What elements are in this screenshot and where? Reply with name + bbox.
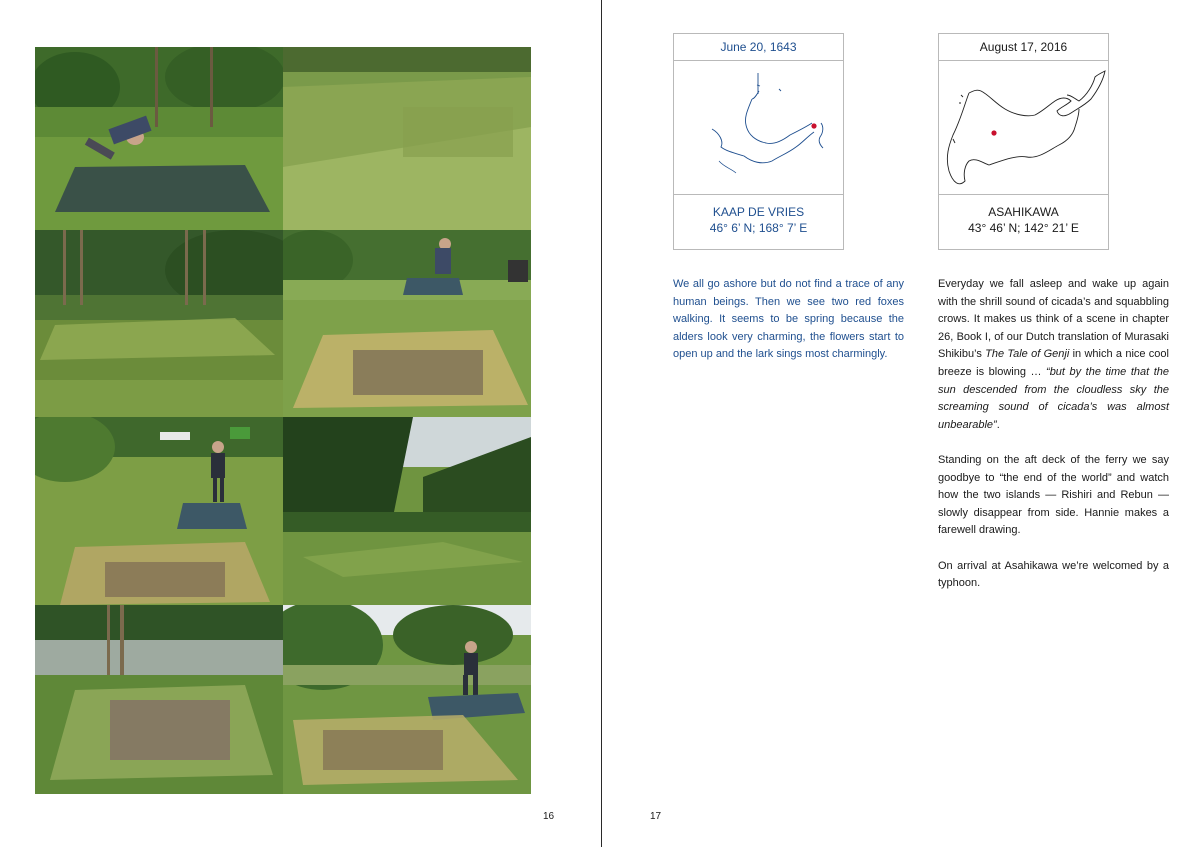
coastline-map-asahikawa bbox=[939, 61, 1108, 195]
paragraph: Everyday we fall asleep and wake up again with the shrill sound of cicada’s and squabbling crows. It makes us think of a scene in chapter 26, Book I, of our Dutch translation of Murasaki Shikibu’s The Tale of Genji in which a nice cool breeze is blowing … “but by the time that the sun descended from the cloudless sky the screaming sound of cicada’s was almost unbearable”. bbox=[938, 278, 1169, 431]
page-gutter bbox=[601, 0, 602, 847]
map-place: ASAHIKAWA bbox=[988, 205, 1059, 219]
quote: “but by the time that the sun descended from the cloudless sky the screaming sound of cicada’s was almost unbearable” bbox=[938, 365, 1169, 431]
photo-3 bbox=[35, 230, 283, 417]
paragraph: Standing on the aft deck of the ferry we say goodbye to “the end of the world” and watch how the two islands — Rishiri and Rebun — slowly disappear from side. Hannie makes a farewell drawing. bbox=[938, 453, 1169, 537]
map-coords: 43° 46’ N; 142° 21’ E bbox=[968, 221, 1079, 235]
book-title: The Tale of Genji bbox=[985, 348, 1070, 361]
photo-grid bbox=[35, 47, 531, 794]
map-caption bbox=[674, 195, 843, 236]
location-dot bbox=[811, 123, 816, 128]
photo-6 bbox=[283, 417, 531, 605]
photo-2 bbox=[283, 47, 531, 230]
map-card-kaap-de-vries bbox=[673, 33, 844, 250]
page-number-left: 16 bbox=[543, 811, 555, 822]
photo-4 bbox=[283, 230, 531, 417]
photo-5 bbox=[35, 417, 283, 605]
location-dot bbox=[991, 130, 996, 135]
paragraph: We all go ashore but do not find a trace of any human beings. Then we see two red foxes walking. It seems to be spring because the alders look very charming, the flowers start to open up and the lark sings most charmingly. bbox=[673, 278, 904, 361]
map-coords: 46° 6’ N; 168° 7’ E bbox=[709, 221, 808, 235]
map-date: June 20, 1643 bbox=[674, 34, 843, 61]
map-place: KAAP DE VRIES bbox=[712, 205, 805, 219]
photo-1 bbox=[35, 47, 283, 230]
coastline-map-kaap-de-vries bbox=[674, 61, 843, 195]
photo-8 bbox=[283, 605, 531, 794]
map-card-asahikawa bbox=[938, 33, 1109, 250]
map-date: August 17, 2016 bbox=[939, 34, 1108, 61]
paragraph: On arrival at Asahikawa we’re welcomed by a typhoon. bbox=[938, 559, 1169, 590]
map-caption bbox=[939, 195, 1108, 236]
photo-7 bbox=[35, 605, 283, 794]
journal-entry-2016 bbox=[938, 276, 1169, 610]
page-number-right: 17 bbox=[650, 811, 662, 822]
journal-entry-1643 bbox=[673, 276, 904, 382]
